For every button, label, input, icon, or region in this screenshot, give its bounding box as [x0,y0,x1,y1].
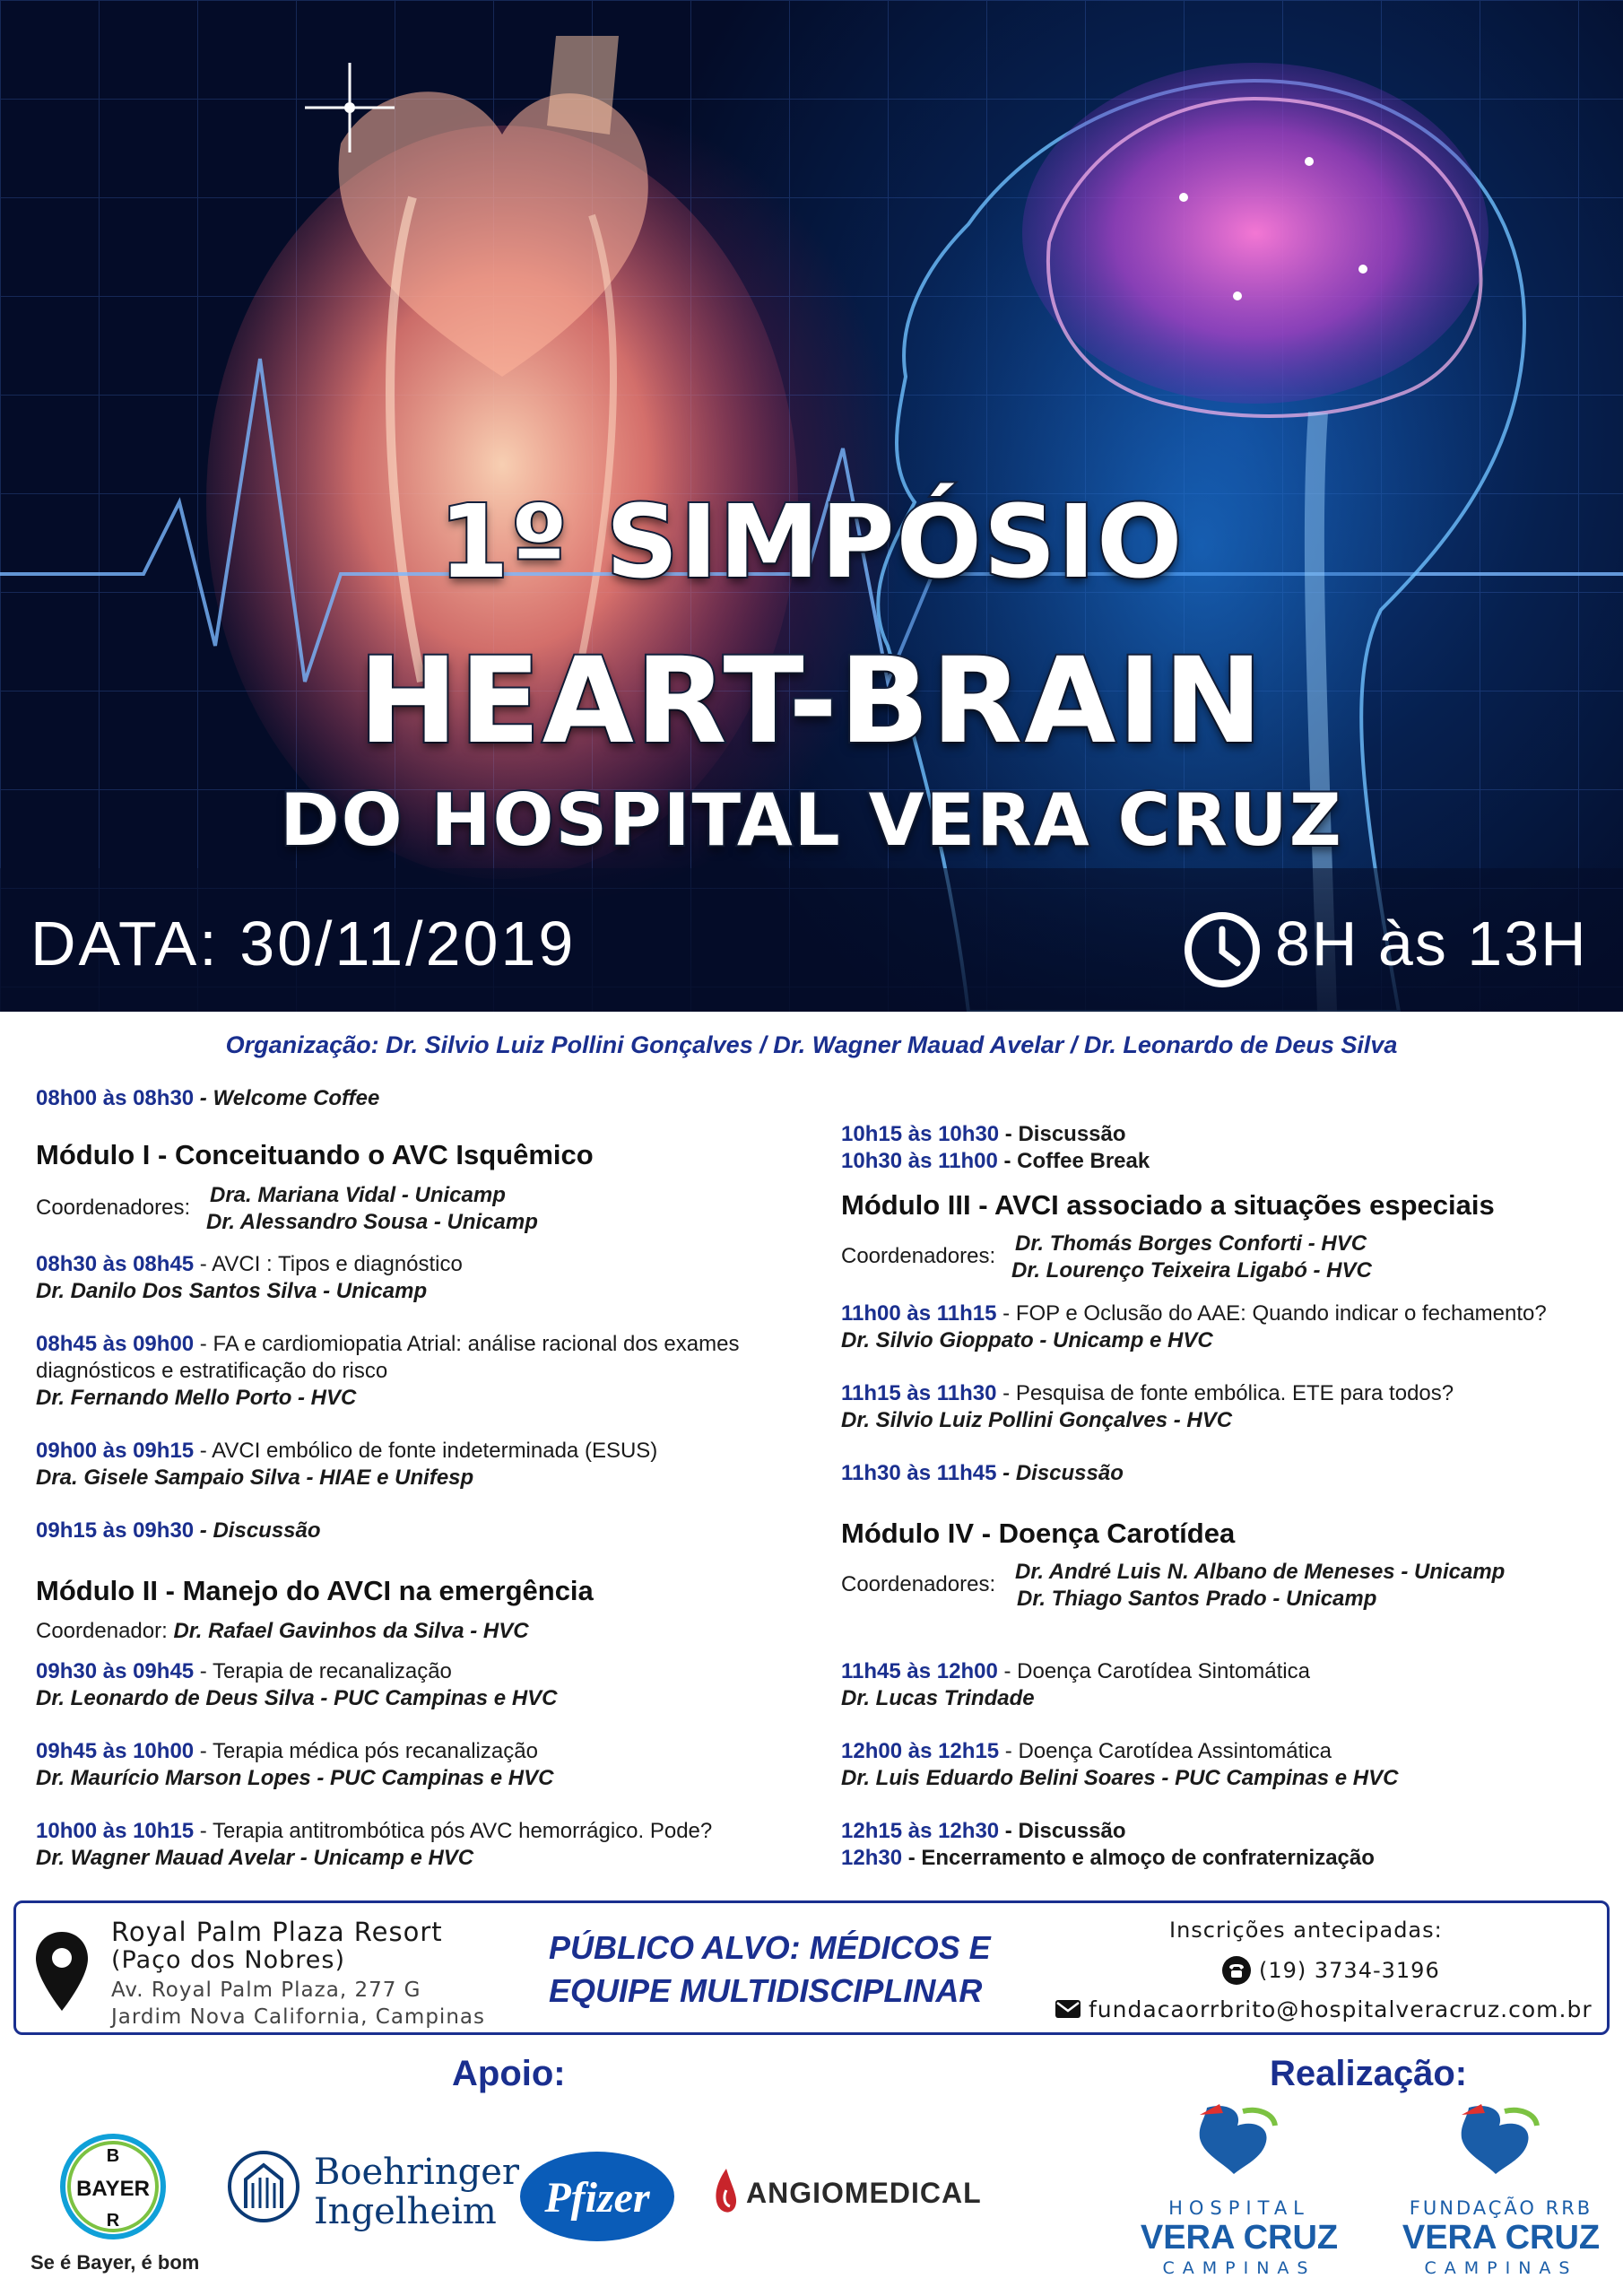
speaker-name: Dr. Fernando Mello Porto - HVC [36,1386,357,1410]
speaker-name: Dr. Wagner Mauad Avelar - Unicamp e HVC [36,1846,474,1870]
venue-address-line2: Jardim Nova California, Campinas [111,2005,485,2029]
boehringer-line2: Ingelheim [314,2191,497,2232]
schedule-item-coffee: 10h30 às 11h00 - Coffee Break [841,1149,1150,1173]
schedule-time: 12h30 [841,1846,903,1870]
support-title: Apoio: [452,2054,566,2093]
frrb-logo-name: VERA CRUZ [1402,2219,1601,2257]
title-line-1: 1º SIMPÓSIO [438,484,1185,601]
schedule-title: Doença Carotídea Assintomática [1018,1739,1332,1763]
angiomedical-name: ANGIOMEDICAL [746,2177,982,2209]
speaker-name: Dr. Maurício Marson Lopes - PUC Campinas e HVC [36,1766,554,1790]
hvc-logo-name: VERA CRUZ [1140,2219,1339,2257]
module-4-coordinators [841,1559,1594,1614]
schedule-time: 09h15 às 09h30 [36,1518,195,1543]
module-4-title: Módulo IV - Doença Carotídea [841,1518,1236,1549]
schedule-time: 11h45 às 12h00 [841,1659,998,1683]
schedule-time: 12h15 às 12h30 [841,1819,1000,1843]
phone-icon [1221,1955,1252,1986]
schedule-item-closing: 12h30 - Encerramento e almoço de confraternização [841,1846,1375,1870]
svg-text:B: B [106,2146,120,2166]
schedule-item: 08h45 às 09h00 - FA e cardiomiopatia Atrial: análise racional dos exames diagnósticos e estratificação do risco Dr. Fernando Mello Porto - HVC [36,1331,807,1412]
location-pin-icon [32,1928,91,2014]
registration-label: Inscrições antecipadas: [1169,1918,1443,1943]
schedule-time: 09h45 às 10h00 [36,1739,195,1763]
schedule-item: 11h45 às 12h00 - Doença Carotídea Sintomática Dr. Lucas Trindade [841,1658,1612,1712]
schedule-title: Encerramento e almoço de confraternização [921,1846,1375,1870]
schedule-title: Coffee Break [1017,1149,1150,1173]
phone-number[interactable]: (19) 3734-3196 [1259,1958,1440,1983]
schedule-item-welcome: 08h00 às 08h30 - Welcome Coffee [36,1086,380,1110]
organization-line: Organização: Dr. Silvio Luiz Pollini Gonçalves / Dr. Wagner Mauad Avelar / Dr. Leonardo de Deus Silva [225,1031,1398,1058]
speaker-name: Dr. Leonardo de Deus Silva - PUC Campinas e HVC [36,1686,558,1710]
coord-label: Coordenador: [36,1619,168,1643]
schedule-time: 10h00 às 10h15 [36,1819,195,1843]
schedule-item: 12h00 às 12h15 - Doença Carotídea Assintomática Dr. Luis Eduardo Belini Soares - PUC Campinas e HVC [841,1738,1612,1792]
coordinator-name: Dra. Mariana Vidal - Unicamp [210,1183,506,1207]
schedule-item: 11h15 às 11h30 - Pesquisa de fonte embólica. ETE para todos? Dr. Silvio Luiz Pollini Gonçalves - HVC [841,1380,1612,1434]
schedule-title: Discussão [1018,1122,1126,1146]
coord-label: Coordenadores: [36,1196,191,1220]
schedule-time: 08h45 às 09h00 [36,1332,195,1356]
title-line-2: HEART-BRAIN [359,632,1264,770]
module-1-title: Módulo I - Conceituando o AVC Isquêmico [36,1139,594,1170]
email-address[interactable]: fundacaorrbrito@hospitalveracruz.com.br [1089,1996,1593,2022]
schedule-title: FA e cardiomiopatia Atrial: análise racional dos exames diagnósticos e estratificação do risco [36,1332,740,1383]
module-2-coordinators [36,1618,753,1647]
module-2-title: Módulo II - Manejo do AVCI na emergência [36,1575,594,1606]
hero-banner [0,0,1623,1012]
schedule-item: 09h00 às 09h15 - AVCI embólico de fonte indeterminada (ESUS) Dra. Gisele Sampaio Silva - HIAE e Unifesp [36,1438,807,1492]
schedule-time: 10h30 às 11h00 [841,1149,998,1173]
schedule-title: Terapia antitrombótica pós AVC hemorrágico. Pode? [213,1819,713,1843]
coordinator-name: Dr. Thomás Borges Conforti - HVC [1015,1231,1367,1256]
schedule-time: 09h30 às 09h45 [36,1659,195,1683]
schedule-title: Doença Carotídea Sintomática [1017,1659,1310,1683]
schedule-title: AVCI embólico de fonte indeterminada (ESUS) [212,1439,658,1463]
schedule-title: FOP e Oclusão do AAE: Quando indicar o fechamento? [1015,1301,1547,1326]
schedule-item-discussion: 10h15 às 10h30 - Discussão [841,1122,1126,1146]
speaker-name: Dr. Luis Eduardo Belini Soares - PUC Campinas e HVC [841,1766,1399,1790]
coordinator-name: Dr. Thiago Santos Prado - Unicamp [1017,1587,1377,1611]
fundacao-rrb-logo [1442,2099,1558,2181]
speaker-name: Dr. Silvio Gioppato - Unicamp e HVC [841,1328,1213,1352]
mail-icon [1055,1998,1081,2020]
schedule-item: 10h00 às 10h15 - Terapia antitrombótica pós AVC hemorrágico. Pode? Dr. Wagner Mauad Avelar - Unicamp e HVC [36,1818,807,1872]
schedule-item: 11h00 às 11h15 - FOP e Oclusão do AAE: Quando indicar o fechamento? Dr. Silvio Gioppato - Unicamp e HVC [841,1300,1612,1354]
schedule-time: 11h00 às 11h15 [841,1301,997,1326]
hospital-vera-cruz-logo [1180,2099,1297,2181]
schedule-title: Welcome Coffee [213,1086,380,1110]
speaker-name: Dr. Silvio Luiz Pollini Gonçalves - HVC [841,1408,1233,1432]
venue-subtitle: (Paço dos Nobres) [111,1946,345,1974]
pfizer-logo-text: Pfizer [544,2174,650,2222]
schedule-time: 09h00 às 09h15 [36,1439,195,1463]
schedule-title: Terapia de recanalização [213,1659,452,1683]
schedule-time: 11h30 às 11h45 [841,1461,997,1485]
coordinator-name: Dr. Alessandro Sousa - Unicamp [206,1210,538,1234]
target-audience [549,1926,1033,2013]
title-line-3: DO HOSPITAL VERA CRUZ [280,778,1343,862]
frrb-logo-bottom: CAMPINAS [1424,2258,1578,2278]
module-1-coordinators [36,1182,664,1238]
venue-name: Royal Palm Plaza Resort [111,1917,443,1947]
schedule-item: 08h30 às 08h45 - AVCI : Tipos e diagnóstico Dr. Danilo Dos Santos Silva - Unicamp [36,1251,807,1305]
schedule-title: Discussão [1018,1819,1126,1843]
event-date: DATA: 30/11/2019 [30,909,577,978]
schedule-item-discussion: 09h15 às 09h30 - Discussão [36,1518,321,1543]
schedule-item-discussion: 12h15 às 12h30 - Discussão [841,1819,1126,1843]
venue-address-line1: Av. Royal Palm Plaza, 277 G [111,1979,421,2002]
coord-label: Coordenadores: [841,1572,996,1596]
schedule-time: 10h15 às 10h30 [841,1122,1000,1146]
target-audience-line2: EQUIPE MULTIDISCIPLINAR [549,1972,983,2009]
bayer-logo-text: BAYER [76,2177,150,2201]
boehringer-ingelheim-logo [224,2149,303,2224]
target-audience-line1: PÚBLICO ALVO: MÉDICOS E [549,1929,991,1966]
speaker-name: Dr. Danilo Dos Santos Silva - Unicamp [36,1279,428,1303]
speaker-name: Dra. Gisele Sampaio Silva - HIAE e Unifesp [36,1465,474,1490]
frrb-logo-top: FUNDAÇÃO RRB [1409,2197,1593,2219]
schedule-time: 12h00 às 12h15 [841,1739,1000,1763]
schedule-item-discussion: 11h30 às 11h45 - Discussão [841,1461,1124,1485]
clock-icon [1182,909,1263,990]
schedule-title: Terapia médica pós recanalização [213,1739,538,1763]
module-3-coordinators [841,1231,1558,1286]
schedule-title: Pesquisa de fonte embólica. ETE para todos? [1015,1381,1454,1405]
schedule-time: 08h30 às 08h45 [36,1252,195,1276]
schedule-title: AVCI : Tipos e diagnóstico [212,1252,463,1276]
event-time: 8H às 13H [1275,909,1588,978]
coordinator-name: Dr. Rafael Gavinhos da Silva - HVC [173,1619,529,1643]
speaker-name: Dr. Lucas Trindade [841,1686,1035,1710]
angiomedical-icon [708,2165,744,2219]
hvc-logo-top: HOSPITAL [1168,2197,1310,2219]
schedule-time: 11h15 às 11h30 [841,1381,997,1405]
schedule-item: 09h30 às 09h45 - Terapia de recanalização Dr. Leonardo de Deus Silva - PUC Campinas e HVC [36,1658,807,1712]
module-3-title: Módulo III - AVCI associado a situações especiais [841,1189,1495,1221]
organizer-title: Realização: [1270,2054,1468,2093]
boehringer-ingelheim-name [314,2152,519,2231]
bayer-slogan: Se é Bayer, é bom [30,2251,200,2274]
hvc-logo-bottom: CAMPINAS [1162,2258,1316,2278]
schedule-title: Discussão [213,1518,321,1543]
schedule-time: 08h00 às 08h30 [36,1086,195,1110]
schedule-item: 09h45 às 10h00 - Terapia médica pós recanalização Dr. Maurício Marson Lopes - PUC Campinas e HVC [36,1738,807,1792]
coordinator-name: Dr. Lourenço Teixeira Ligabó - HVC [1011,1258,1372,1283]
svg-text:R: R [106,2211,120,2231]
boehringer-line1: Boehringer [314,2152,519,2193]
coord-label: Coordenadores: [841,1244,996,1268]
bayer-logo [59,2133,167,2240]
coordinator-name: Dr. André Luis N. Albano de Meneses - Unicamp [1015,1560,1506,1584]
pfizer-logo [516,2147,678,2246]
schedule-title: Discussão [1015,1461,1124,1485]
